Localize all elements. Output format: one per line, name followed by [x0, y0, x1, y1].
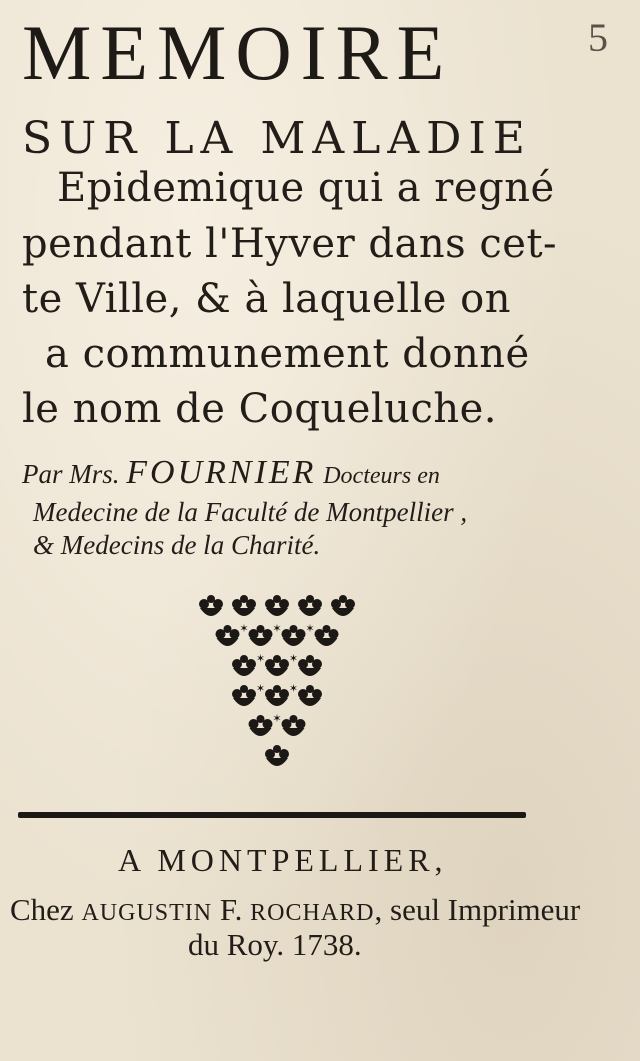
fleuron-mark: [232, 595, 256, 616]
fleuron-mark: [298, 595, 322, 616]
body-line-4: a communement donné: [45, 331, 530, 377]
star-mark: ✶: [288, 682, 299, 695]
star-mark: ✶: [239, 622, 249, 635]
fleuron-mark: [199, 595, 223, 616]
printer-prefix: Chez: [10, 892, 74, 927]
author-title: Docteurs en: [323, 463, 440, 489]
fleuron-mark: [216, 625, 240, 646]
fleuron-mark: [315, 625, 339, 646]
author-line-2: Medecine de la Faculté de Montpellier ,: [33, 497, 468, 527]
star-mark: ✶: [305, 622, 315, 635]
printer-name: AUGUSTIN: [81, 900, 213, 926]
author-prefix: Par Mrs.: [22, 459, 120, 489]
author-line-3: & Medecins de la Charité.: [33, 530, 321, 560]
printer-suffix: , seul Imprimeur: [374, 892, 581, 927]
printer-initial: F.: [219, 892, 243, 927]
fleuron-mark: [249, 625, 273, 646]
imprint-city: A MONTPELLIER,: [118, 842, 448, 878]
fleuron-mark: [232, 655, 256, 676]
printer-surname: ROCHARD: [250, 900, 375, 926]
fleuron-mark: [282, 715, 306, 736]
fleuron-mark: [265, 595, 289, 616]
imprint-printer: [10, 892, 580, 928]
author-line-1: [22, 455, 440, 494]
fleuron-mark: [249, 715, 273, 736]
fleuron-mark: [282, 625, 306, 646]
horizontal-rule: [18, 812, 526, 818]
body-line-5: le nom de Coqueluche.: [22, 386, 497, 432]
fleuron-mark: [298, 655, 322, 676]
fleuron-mark: [265, 655, 289, 676]
subtitle: SUR LA MALADIE: [22, 113, 532, 164]
fleuron-triangle-ornament-icon: [192, 592, 362, 782]
fleuron-mark: [331, 595, 355, 616]
star-mark: ✶: [288, 652, 299, 665]
fleuron-mark: [265, 685, 289, 706]
fleuron-mark: [265, 745, 289, 766]
author-name: FOURNIER: [126, 454, 317, 491]
fleuron-mark: [232, 685, 256, 706]
page-number: 5: [588, 15, 608, 60]
star-mark: ✶: [272, 622, 282, 635]
imprint-date: du Roy. 1738.: [188, 927, 362, 962]
star-mark: ✶: [255, 652, 266, 665]
fleuron-mark: [298, 685, 322, 706]
star-mark: ✶: [272, 712, 282, 725]
page-title: MEMOIRE: [22, 9, 454, 96]
body-line-3: te Ville, & à laquelle on: [22, 276, 512, 322]
body-line-2: pendant l'Hyver dans cet-: [22, 221, 558, 267]
body-line-1: Epidemique qui a regné: [57, 165, 555, 211]
star-mark: ✶: [255, 682, 266, 695]
